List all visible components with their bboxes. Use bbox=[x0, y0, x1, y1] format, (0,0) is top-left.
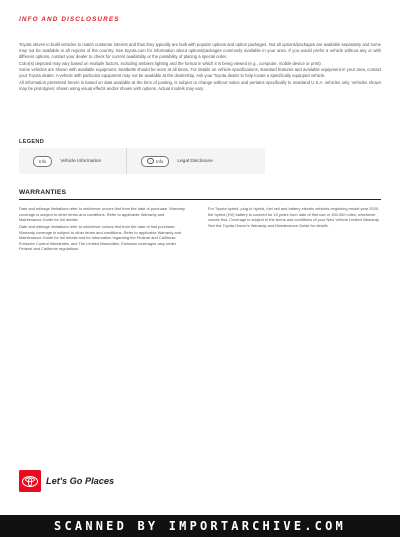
footer-brand bbox=[19, 470, 114, 492]
legend-text-vehicle-info: Vehicle Information bbox=[60, 158, 102, 164]
legend-item-legal-disclosure bbox=[141, 156, 213, 167]
warranties-left-column bbox=[19, 206, 187, 253]
legend-label: LEGEND bbox=[19, 139, 45, 145]
disclosure-paragraph: Toyota strives to build vehicles to match customer interest and thus they typically are built with popular options and option packages. Not all options/packages are available separately and some may not be available in all regions of the country. See toyota.com for information about options/packages commonly available in your area. If you would prefer a vehicle without any or with different options, contact your dealer to check for current availability or the possibility of placing a special order. bbox=[19, 42, 381, 60]
legend-divider bbox=[126, 148, 127, 174]
toyota-emblem-icon bbox=[22, 476, 38, 487]
disclosure-paragraph: Color(s) depicted may vary based on multiple factors, including ambient lighting and the format in which it is being viewed (e.g., computer, mobile device or print). bbox=[19, 60, 322, 66]
warranties-divider bbox=[19, 199, 381, 200]
disclosure-paragraph: Some vehicles are shown with available equipment. Seatbelts should be worn at all times. For details on vehicle specifications, standard features and available equipment in your area, contact your Toyota dealer. A vehicle with particular equipment may not be available at the dealership. Ask your Toyota dealer to help locate a specifically equipped vehicle. bbox=[19, 67, 381, 79]
toyota-logo bbox=[19, 470, 41, 492]
warranty-paragraph: For Toyota hybrid, plug-in hybrid, fuel cell and battery electric vehicles beginning model year 2020, the hybrid (HV) battery is covered for 10 years from date of first use or 150,000 miles, whichever comes first. Coverage is subject to the terms and conditions of your New Vehicle Limited Warranty. See the Toyota Owner's Warranty and Maintenance Guide for details. bbox=[208, 206, 380, 228]
info-disclosure-text bbox=[19, 42, 381, 93]
info-pill bbox=[33, 156, 52, 167]
warranties-title: WARRANTIES bbox=[19, 189, 67, 196]
scan-banner bbox=[0, 515, 400, 537]
legend-text-legal-disclosure: Legal Disclosure bbox=[177, 158, 213, 164]
warranty-paragraph: Date and mileage limitations refer to whichever occurs first from the date of purchase. Warranty coverage is subject to other terms and conditions. Refer to applicable Warranty and Maintenance Guide for full details. bbox=[19, 206, 185, 223]
scan-banner-text: SCANNED BY IMPORTARCHIVE.COM bbox=[54, 519, 346, 533]
info-circle-icon: i bbox=[147, 158, 154, 165]
warranty-paragraph: Date and mileage limitations refer to whichever comes first from the date of first purchase. Warranty coverage is subject to other terms and conditions. Refer to applicable Warranty and Maintenance Guide for full details and for information regarding the Federal and California Emission Control Warranties, and Tire Limited Warranties. Emission coverages vary under Federal and California regulations. bbox=[19, 224, 182, 252]
legend-box bbox=[19, 148, 265, 174]
disclosure-paragraph: All information presented herein is based on data available at the time of posting, is subject to change without notice and pertains specifically to mainland U.S.A. vehicles only. Vehicles shown may be prototypes; shown using visual effects and/or shown with options. Actual models may vary. bbox=[19, 80, 381, 92]
slogan: Let's Go Places bbox=[46, 476, 115, 486]
info-section-title: INFO AND DISCLOSURES bbox=[19, 16, 120, 23]
info-pill-label: Info bbox=[39, 158, 47, 164]
warranties-right-column bbox=[208, 206, 380, 230]
legend-item-vehicle-info bbox=[33, 156, 101, 167]
info-pill bbox=[141, 156, 169, 167]
info-pill-label: Info bbox=[156, 158, 164, 164]
